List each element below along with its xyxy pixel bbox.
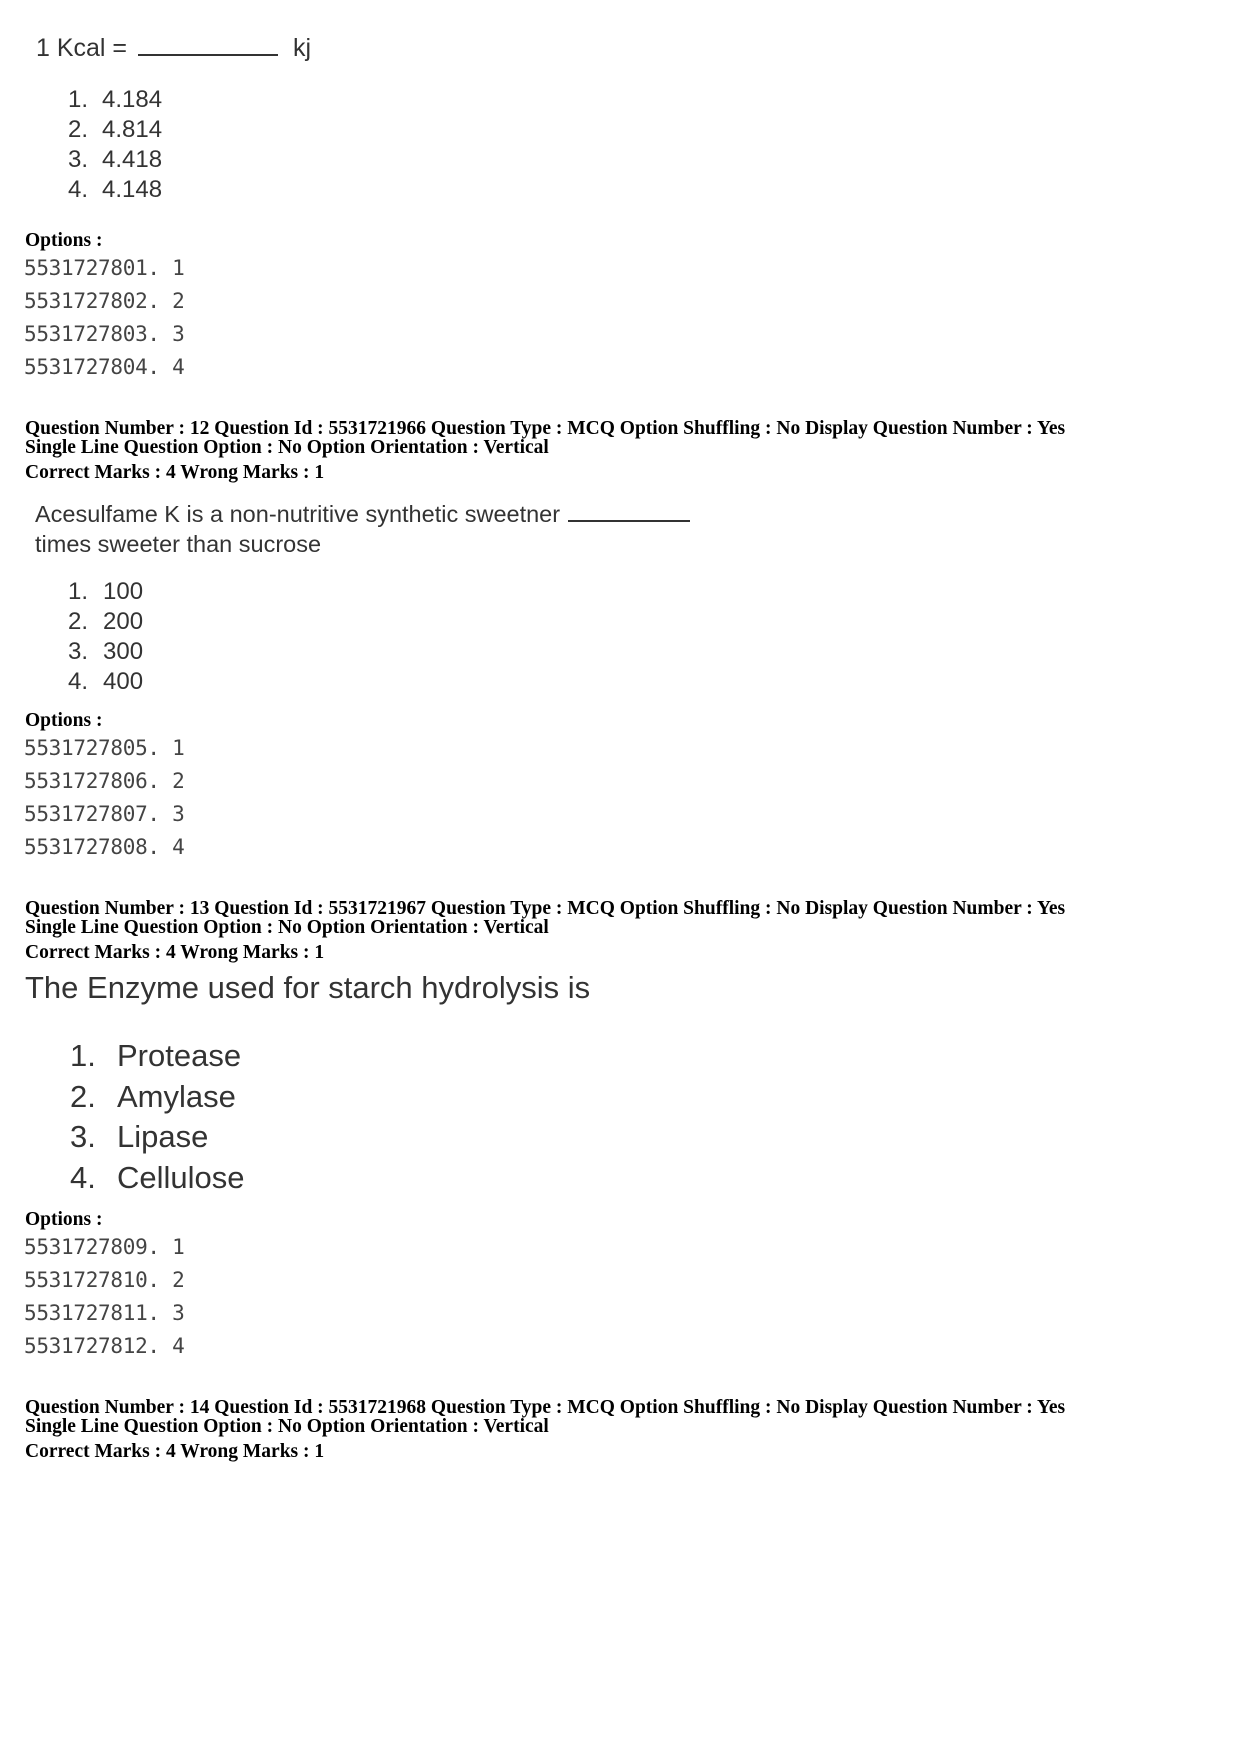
q11-options-label: Options : xyxy=(25,230,103,251)
q12-choice: 1. 100 xyxy=(68,578,144,605)
q11-choices-list xyxy=(68,85,162,205)
q12-choice: 3. 300 xyxy=(68,638,144,665)
q14-marks: Correct Marks : 4 Wrong Marks : 1 xyxy=(25,1441,325,1462)
q12-question-line1: Acesulfame K is a non-nutritive synthetic sweetner xyxy=(35,501,561,527)
q11-choice: 4. 4.148 xyxy=(68,176,163,203)
q13-meta-line2: Single Line Question Option : No Option Orientation : Vertical xyxy=(25,917,549,938)
q14-meta-line2: Single Line Question Option : No Option Orientation : Vertical xyxy=(25,1416,549,1437)
q13-marks: Correct Marks : 4 Wrong Marks : 1 xyxy=(25,942,325,963)
q13-option-id: 5531727812. 4 xyxy=(24,1334,185,1358)
q12-option-id: 5531727808. 4 xyxy=(24,835,185,859)
q13-options-label: Options : xyxy=(25,1209,103,1230)
q11-question-prefix: 1 Kcal = xyxy=(36,34,128,62)
q12-options-label: Options : xyxy=(25,710,103,731)
q12-choices-list xyxy=(68,577,143,697)
q12-question-text xyxy=(35,499,690,559)
q13-choice: 3. Lipase xyxy=(70,1119,209,1154)
q13-option-id: 5531727809. 1 xyxy=(24,1235,185,1259)
q13-meta-line1: Question Number : 13 Question Id : 5531721967 Question Type : MCQ Option Shuffling : No Display Question Number : Yes xyxy=(25,898,1066,919)
q13-option-id: 5531727811. 3 xyxy=(24,1301,185,1325)
q12-meta-line2: Single Line Question Option : No Option Orientation : Vertical xyxy=(25,437,549,458)
q11-option-id: 5531727801. 1 xyxy=(24,256,185,280)
q11-option-id: 5531727804. 4 xyxy=(24,355,185,379)
q12-choice: 4. 400 xyxy=(68,668,144,695)
q11-question-text xyxy=(36,34,311,63)
q12-option-id: 5531727805. 1 xyxy=(24,736,185,760)
q13-choice: 4. Cellulose xyxy=(70,1159,245,1195)
q12-choice: 2. 200 xyxy=(68,608,144,635)
q14-meta-line1: Question Number : 14 Question Id : 5531721968 Question Type : MCQ Option Shuffling : No Display Question Number : Yes xyxy=(25,1397,1066,1418)
q11-choice: 2. 4.814 xyxy=(68,116,163,143)
q11-answer-blank xyxy=(138,54,278,56)
q13-question-text: The Enzyme used for starch hydrolysis is xyxy=(25,970,591,1005)
q12-question-line2: times sweeter than sucrose xyxy=(35,531,322,557)
q13-choice: 1. Protease xyxy=(70,1038,242,1073)
q13-option-id: 5531727810. 2 xyxy=(24,1268,185,1292)
q12-option-id: 5531727806. 2 xyxy=(24,769,185,793)
q13-choices-list xyxy=(70,1036,245,1198)
q11-question-suffix: kj xyxy=(292,34,311,62)
q11-choice: 3. 4.418 xyxy=(68,146,163,173)
q11-option-id: 5531727803. 3 xyxy=(24,322,185,346)
q12-option-id: 5531727807. 3 xyxy=(24,802,185,826)
q12-meta-line1: Question Number : 12 Question Id : 5531721966 Question Type : MCQ Option Shuffling : No Display Question Number : Yes xyxy=(25,418,1066,439)
q12-answer-blank xyxy=(568,520,690,522)
q11-choice: 1. 4.184 xyxy=(68,86,163,113)
q12-marks: Correct Marks : 4 Wrong Marks : 1 xyxy=(25,462,325,483)
q13-choice: 2. Amylase xyxy=(70,1078,236,1114)
q11-option-id: 5531727802. 2 xyxy=(24,289,185,313)
